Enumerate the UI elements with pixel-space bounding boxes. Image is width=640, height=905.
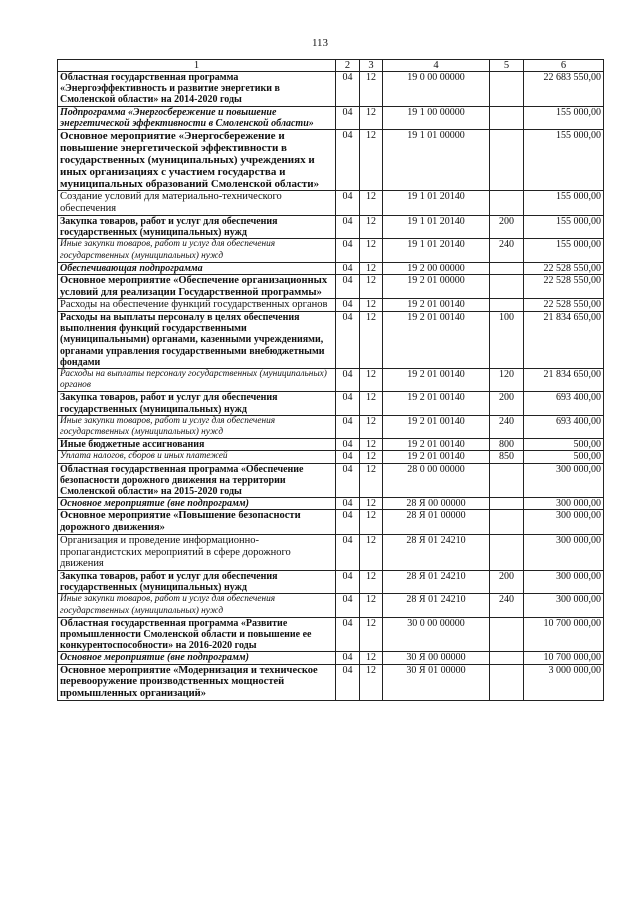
cell-section: 04: [336, 106, 360, 129]
cell-section: 04: [336, 664, 360, 700]
cell-target-article: 19 1 01 20140: [383, 191, 490, 215]
cell-subsection: 12: [360, 130, 383, 191]
cell-subsection: 12: [360, 299, 383, 312]
cell-target-article: 19 2 00 00000: [383, 262, 490, 274]
cell-expense-type: 850: [490, 451, 524, 463]
table-row: [58, 498, 604, 510]
table-row: [58, 463, 604, 498]
cell-section: 04: [336, 594, 360, 617]
cell-target-article: 28 Я 01 24210: [383, 534, 490, 570]
cell-amount: 300 000,00: [524, 498, 604, 510]
cell-expense-type: [490, 463, 524, 498]
cell-name: Создание условий для материально-технического обеспечения: [58, 191, 336, 215]
cell-target-article: 19 2 01 00140: [383, 415, 490, 438]
cell-subsection: 12: [360, 191, 383, 215]
cell-section: 04: [336, 570, 360, 593]
cell-expense-type: [490, 262, 524, 274]
budget-table: [57, 59, 604, 701]
cell-expense-type: 240: [490, 594, 524, 617]
cell-target-article: 19 2 01 00140: [383, 299, 490, 312]
cell-expense-type: [490, 510, 524, 534]
cell-expense-type: 200: [490, 570, 524, 593]
header-col-2: 2: [336, 60, 360, 72]
cell-subsection: 12: [360, 451, 383, 463]
cell-amount: 300 000,00: [524, 570, 604, 593]
cell-section: 04: [336, 510, 360, 534]
table-body: [58, 72, 604, 701]
cell-name: Закупка товаров, работ и услуг для обеспечения государственных (муниципальных) нужд: [58, 392, 336, 415]
cell-amount: 500,00: [524, 439, 604, 451]
cell-section: 04: [336, 130, 360, 191]
cell-amount: 693 400,00: [524, 415, 604, 438]
cell-expense-type: [490, 130, 524, 191]
cell-expense-type: [490, 652, 524, 664]
cell-subsection: 12: [360, 570, 383, 593]
cell-target-article: 19 1 00 00000: [383, 106, 490, 129]
cell-amount: 155 000,00: [524, 130, 604, 191]
cell-subsection: 12: [360, 392, 383, 415]
cell-target-article: 28 Я 01 00000: [383, 510, 490, 534]
cell-name: Закупка товаров, работ и услуг для обеспечения государственных (муниципальных) нужд: [58, 215, 336, 238]
cell-amount: 21 834 650,00: [524, 369, 604, 392]
cell-section: 04: [336, 274, 360, 298]
cell-name: Основное мероприятие «Энергосбережение и повышение энергетической эффективности в государственных (муниципальных) учреждениях и иных организациях с участием государства и муниципальных образований Смоленской области»: [58, 130, 336, 191]
cell-target-article: 28 Я 00 00000: [383, 498, 490, 510]
cell-subsection: 12: [360, 534, 383, 570]
cell-name: Основное мероприятие «Повышение безопасности дорожного движения»: [58, 510, 336, 534]
cell-expense-type: [490, 617, 524, 652]
cell-name: Иные закупки товаров, работ и услуг для обеспечения государственных (муниципальных) нужд: [58, 239, 336, 262]
cell-section: 04: [336, 191, 360, 215]
cell-name: Областная государственная программа «Развитие промышленности Смоленской области и повышение ее конкурентоспособности» на 2016-2020 годы: [58, 617, 336, 652]
cell-subsection: 12: [360, 510, 383, 534]
cell-section: 04: [336, 215, 360, 238]
cell-target-article: 30 Я 00 00000: [383, 652, 490, 664]
cell-expense-type: [490, 106, 524, 129]
cell-section: 04: [336, 312, 360, 369]
cell-amount: 500,00: [524, 451, 604, 463]
cell-name: Расходы на выплаты персоналу государственных (муниципальных) органов: [58, 369, 336, 392]
cell-subsection: 12: [360, 215, 383, 238]
header-col-6: 6: [524, 60, 604, 72]
cell-target-article: 19 2 01 00140: [383, 312, 490, 369]
cell-expense-type: 240: [490, 239, 524, 262]
cell-expense-type: [490, 498, 524, 510]
cell-subsection: 12: [360, 312, 383, 369]
cell-expense-type: 200: [490, 215, 524, 238]
page-number: 113: [311, 37, 329, 49]
cell-name: Основное мероприятие «Модернизация и техническое перевооружение производственных мощностей промышленных организаций»: [58, 664, 336, 700]
cell-subsection: 12: [360, 652, 383, 664]
cell-section: 04: [336, 498, 360, 510]
header-col-5: 5: [490, 60, 524, 72]
cell-name: Расходы на выплаты персоналу в целях обеспечения выполнения функций государственными (муниципальными) органами, казенными учреждениями, органами управления государственными внебюджетными фондами: [58, 312, 336, 369]
cell-section: 04: [336, 617, 360, 652]
cell-expense-type: 200: [490, 392, 524, 415]
table-row: [58, 617, 604, 652]
table-row: [58, 72, 604, 107]
cell-subsection: 12: [360, 415, 383, 438]
cell-subsection: 12: [360, 439, 383, 451]
table-row: [58, 274, 604, 298]
cell-expense-type: [490, 191, 524, 215]
cell-name: Основное мероприятие «Обеспечение организационных условий для реализации Государственной программы»: [58, 274, 336, 298]
cell-section: 04: [336, 262, 360, 274]
cell-target-article: 28 Я 01 24210: [383, 570, 490, 593]
cell-section: 04: [336, 451, 360, 463]
cell-section: 04: [336, 72, 360, 107]
table-header-row: [58, 60, 604, 72]
cell-subsection: 12: [360, 498, 383, 510]
cell-amount: 155 000,00: [524, 106, 604, 129]
cell-amount: 10 700 000,00: [524, 652, 604, 664]
cell-section: 04: [336, 239, 360, 262]
table-row: [58, 392, 604, 415]
cell-amount: 300 000,00: [524, 534, 604, 570]
cell-target-article: 19 1 01 20140: [383, 239, 490, 262]
cell-subsection: 12: [360, 262, 383, 274]
cell-subsection: 12: [360, 274, 383, 298]
cell-subsection: 12: [360, 369, 383, 392]
table-row: [58, 664, 604, 700]
cell-amount: 22 528 550,00: [524, 274, 604, 298]
cell-amount: 300 000,00: [524, 463, 604, 498]
cell-expense-type: [490, 534, 524, 570]
cell-target-article: 28 0 00 00000: [383, 463, 490, 498]
cell-subsection: 12: [360, 664, 383, 700]
cell-amount: 22 528 550,00: [524, 299, 604, 312]
cell-target-article: 28 Я 01 24210: [383, 594, 490, 617]
cell-target-article: 19 1 01 00000: [383, 130, 490, 191]
table-row: [58, 312, 604, 369]
cell-section: 04: [336, 392, 360, 415]
cell-target-article: 19 2 01 00140: [383, 369, 490, 392]
cell-section: 04: [336, 369, 360, 392]
cell-name: Расходы на обеспечение функций государственных органов: [58, 299, 336, 312]
cell-target-article: 19 2 01 00140: [383, 392, 490, 415]
table-row: [58, 215, 604, 238]
table-row: [58, 570, 604, 593]
table-row: [58, 369, 604, 392]
cell-section: 04: [336, 439, 360, 451]
cell-subsection: 12: [360, 463, 383, 498]
table-row: [58, 415, 604, 438]
cell-amount: 300 000,00: [524, 594, 604, 617]
header-col-1: 1: [58, 60, 336, 72]
cell-target-article: 19 2 01 00140: [383, 451, 490, 463]
table-row: [58, 534, 604, 570]
cell-subsection: 12: [360, 72, 383, 107]
cell-amount: 300 000,00: [524, 510, 604, 534]
header-col-4: 4: [383, 60, 490, 72]
cell-name: Областная государственная программа «Обеспечение безопасности дорожного движения на территории Смоленской области» на 2015-2020 годы: [58, 463, 336, 498]
cell-subsection: 12: [360, 106, 383, 129]
cell-target-article: 19 0 00 00000: [383, 72, 490, 107]
cell-amount: 22 683 550,00: [524, 72, 604, 107]
table-row: [58, 652, 604, 664]
cell-name: Иные закупки товаров, работ и услуг для обеспечения государственных (муниципальных) нужд: [58, 594, 336, 617]
cell-target-article: 30 Я 01 00000: [383, 664, 490, 700]
table-row: [58, 299, 604, 312]
cell-section: 04: [336, 415, 360, 438]
table-row: [58, 594, 604, 617]
cell-target-article: 19 1 01 20140: [383, 215, 490, 238]
cell-amount: 3 000 000,00: [524, 664, 604, 700]
cell-section: 04: [336, 463, 360, 498]
cell-amount: 10 700 000,00: [524, 617, 604, 652]
cell-subsection: 12: [360, 239, 383, 262]
table-row: [58, 239, 604, 262]
cell-name: Обеспечивающая подпрограмма: [58, 262, 336, 274]
table-row: [58, 262, 604, 274]
cell-amount: 693 400,00: [524, 392, 604, 415]
cell-subsection: 12: [360, 594, 383, 617]
cell-section: 04: [336, 534, 360, 570]
table-row: [58, 510, 604, 534]
cell-expense-type: [490, 664, 524, 700]
cell-amount: 155 000,00: [524, 239, 604, 262]
cell-target-article: 19 2 01 00000: [383, 274, 490, 298]
cell-expense-type: 100: [490, 312, 524, 369]
cell-expense-type: 120: [490, 369, 524, 392]
cell-name: Областная государственная программа «Энергоэффективность и развитие энергетики в Смоленской области» на 2014-2020 годы: [58, 72, 336, 107]
cell-name: Уплата налогов, сборов и иных платежей: [58, 451, 336, 463]
cell-amount: 21 834 650,00: [524, 312, 604, 369]
cell-name: Подпрограмма «Энергосбережение и повышение энергетической эффективности в Смоленской области»: [58, 106, 336, 129]
cell-target-article: 19 2 01 00140: [383, 439, 490, 451]
cell-section: 04: [336, 299, 360, 312]
table-row: [58, 130, 604, 191]
cell-amount: 22 528 550,00: [524, 262, 604, 274]
cell-expense-type: [490, 72, 524, 107]
cell-expense-type: [490, 274, 524, 298]
cell-target-article: 30 0 00 00000: [383, 617, 490, 652]
cell-subsection: 12: [360, 617, 383, 652]
cell-amount: 155 000,00: [524, 215, 604, 238]
cell-name: Основное мероприятие (вне подпрограмм): [58, 498, 336, 510]
table-row: [58, 191, 604, 215]
table-row: [58, 451, 604, 463]
cell-expense-type: 240: [490, 415, 524, 438]
header-col-3: 3: [360, 60, 383, 72]
cell-amount: 155 000,00: [524, 191, 604, 215]
cell-name: Иные закупки товаров, работ и услуг для обеспечения государственных (муниципальных) нужд: [58, 415, 336, 438]
cell-name: Закупка товаров, работ и услуг для обеспечения государственных (муниципальных) нужд: [58, 570, 336, 593]
cell-name: Основное мероприятие (вне подпрограмм): [58, 652, 336, 664]
cell-expense-type: [490, 299, 524, 312]
table-row: [58, 106, 604, 129]
table-row: [58, 439, 604, 451]
cell-name: Организация и проведение информационно-пропагандистских мероприятий в сфере дорожного движения: [58, 534, 336, 570]
cell-section: 04: [336, 652, 360, 664]
cell-name: Иные бюджетные ассигнования: [58, 439, 336, 451]
cell-expense-type: 800: [490, 439, 524, 451]
